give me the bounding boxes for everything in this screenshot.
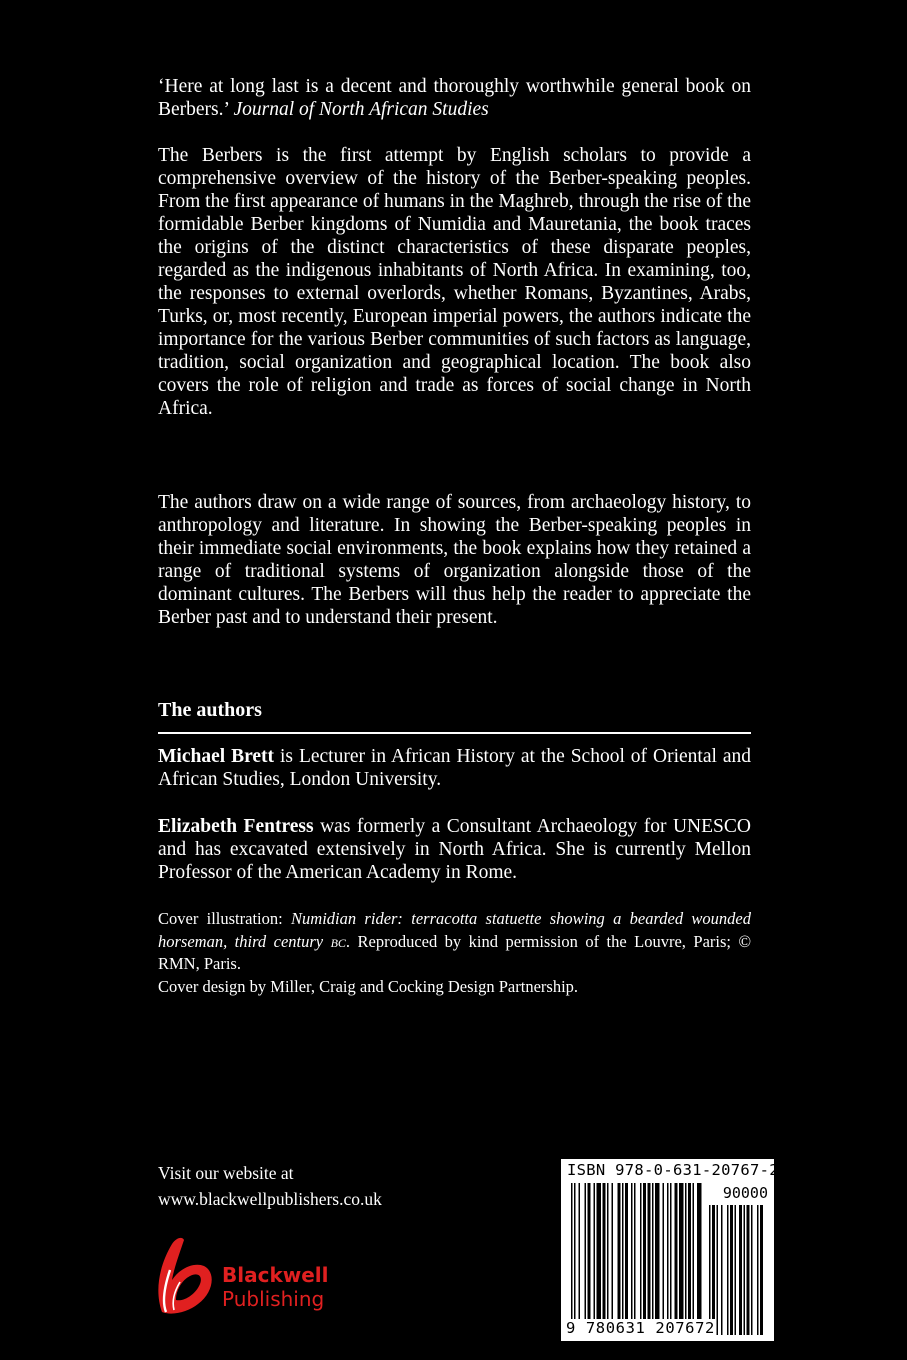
- publisher-name: [222, 1263, 329, 1311]
- illustration-credit: [158, 908, 751, 976]
- description-paragraph-2: The authors draw on a wide range of sources, from archaeology history, to anthropology and literature. In showing the Berber-speaking peoples in their immediate social environments, the book explains how they retained a range of traditional systems of organization alongside those of the dominant cultures. The Berbers will thus help the reader to appreciate the Berber past and to understand their present.: [158, 492, 751, 628]
- description-paragraph-1: The Berbers is the first attempt by English scholars to provide a comprehensive overview of the history of the Berber-speaking peoples. From the first appearance of humans in the Maghreb, through the rise of the formidable Berber kingdoms of Numidia and Mauretania, the book traces the origins of the distinct characteristics of these disparate peoples, regarded as the indigenous inhabitants of North Africa. In examining, too, the responses to external overlords, whether Romans, Byzantines, Arabs, Turks, or, most recently, European imperial powers, the authors indicate the importance for the various Berber communities of such factors as language, tradition, social organization and geographical location. The book also covers the role of religion and trade as forces of social change in North Africa.: [158, 145, 751, 419]
- author-name-1: Michael Brett: [158, 746, 275, 767]
- illustration-title: Numidian rider: terracotta statuette showing a bearded wounded horseman, third century: [158, 909, 751, 951]
- author-bio-text-2: was formerly a Consultant Archaeology for UNESCO and has excavated extensively in North Africa. She is currently Mellon Professor of the American Academy in Rome.: [158, 816, 751, 883]
- section-divider: [158, 732, 751, 734]
- publisher-line-2: Publishing: [222, 1287, 325, 1311]
- cover-credits: [158, 908, 751, 998]
- isbn-number: ISBN 978-0-631-20767-2: [567, 1161, 779, 1179]
- illustration-era: bc: [330, 931, 346, 951]
- price-code: 90000: [722, 1184, 768, 1202]
- quote-text: ‘Here at long last is a decent and thoroughly worthwhile general book on Berbers.’: [158, 76, 751, 120]
- author-bio-2: [158, 815, 751, 884]
- publisher-website: [158, 1160, 382, 1212]
- illustration-prefix: Cover illustration:: [158, 909, 292, 928]
- website-url[interactable]: www.blackwellpublishers.co.uk: [158, 1189, 382, 1209]
- author-bio-1: [158, 745, 751, 791]
- quote-source: Journal of North African Studies: [233, 99, 489, 120]
- design-credit: Cover design by Miller, Craig and Cocking Design Partnership.: [158, 976, 579, 996]
- authors-heading: The authors: [158, 699, 262, 721]
- author-name-2: Elizabeth Fentress: [158, 816, 314, 837]
- publisher-line-1: Blackwell: [222, 1263, 329, 1287]
- illustration-suffix: . Reproduced by kind permission of the Louvre, Paris; © RMN, Paris.: [158, 931, 751, 973]
- author-bio-text-1: is Lecturer in African History at the School of Oriental and African Studies, London University.: [158, 746, 751, 790]
- ean-number: 9 780631 207672: [566, 1319, 715, 1337]
- website-intro: Visit our website at: [158, 1163, 294, 1183]
- review-quote: [158, 75, 751, 121]
- barcode: [561, 1159, 779, 1341]
